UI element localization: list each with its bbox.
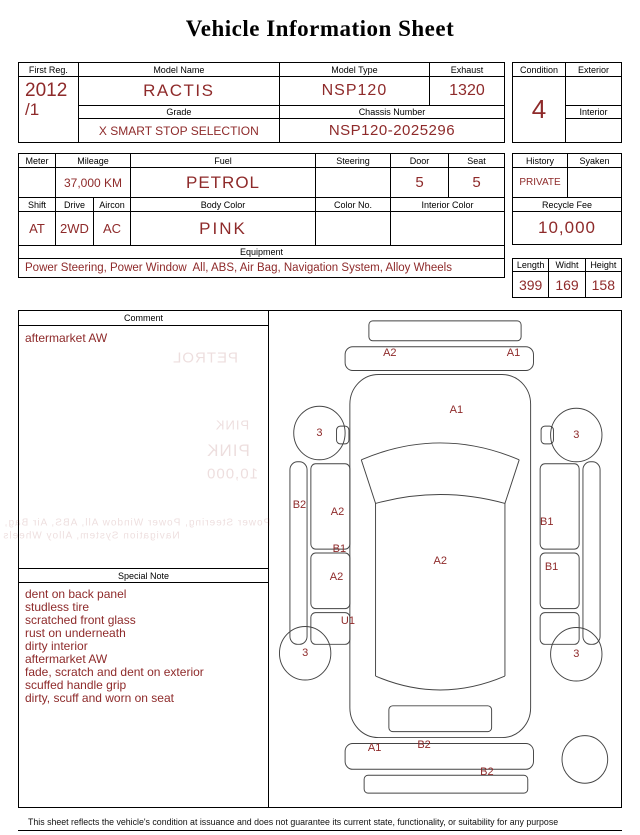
length-value: 399 xyxy=(513,272,549,297)
damage-marker-a1: A1 xyxy=(367,742,382,755)
bleed-through-text: PINK xyxy=(214,417,250,433)
page-title: Vehicle Information Sheet xyxy=(185,16,455,41)
damage-marker-a1: A1 xyxy=(449,404,464,417)
notes-column xyxy=(2,311,271,807)
first-reg-label: First Reg. xyxy=(19,63,78,77)
body-color-value: PINK xyxy=(131,212,316,245)
first-reg-value xyxy=(19,77,78,142)
damage-marker-b1: B1 xyxy=(332,543,347,556)
door-value: 5 xyxy=(391,168,449,197)
damage-marker-3: 3 xyxy=(573,429,580,441)
chassis-number-value: NSP120-2025296 xyxy=(328,122,456,139)
body-color-label: Body Color xyxy=(131,198,316,211)
comment-text: aftermarket AW xyxy=(25,331,108,345)
color-no-label: Color No. xyxy=(316,198,391,211)
damage-marker-3: 3 xyxy=(573,648,580,661)
drive-value: 2WD xyxy=(56,212,94,245)
damage-marker-a1: A1 xyxy=(506,346,521,359)
comment-body xyxy=(2,326,271,568)
exterior-value xyxy=(566,77,621,106)
height-label: Height xyxy=(590,260,617,270)
grade-value: X SMART STOP SELECTION xyxy=(98,123,259,138)
width-value: 169 xyxy=(549,272,585,297)
model-type-label: Model Type xyxy=(280,63,430,76)
fuel-label: Fuel xyxy=(131,154,316,167)
disclaimer-text: This sheet reflects the vehicle's condition at issuance and does not guarantee its current state, functionality, or suitability for any purpose xyxy=(18,817,622,831)
model-name-label: Model Name xyxy=(79,63,279,77)
damage-marker-b2: B2 xyxy=(480,766,494,779)
color-no-value xyxy=(316,212,391,245)
equipment-label: Equipment xyxy=(19,246,504,259)
special-note-item: dirty interior xyxy=(25,639,88,653)
exhaust-value: 1320 xyxy=(449,82,485,99)
steering-value xyxy=(316,168,391,197)
special-note-item: scratched front glass xyxy=(25,613,136,627)
comment-header: Comment xyxy=(19,311,268,326)
shift-value: AT xyxy=(19,212,56,245)
special-note-item: aftermarket AW xyxy=(25,652,108,666)
aircon-value: AC xyxy=(94,212,131,245)
syaken-value xyxy=(568,168,621,197)
condition-detail-box xyxy=(2,310,622,808)
first-reg-month: /1 xyxy=(25,99,40,119)
damage-marker-a2: A2 xyxy=(383,346,397,359)
special-note-item: studless tire xyxy=(25,600,90,614)
special-note-item: rust on underneath xyxy=(25,626,126,640)
damage-marker-b1: B1 xyxy=(544,560,559,573)
steering-label: Steering xyxy=(316,154,391,167)
history-label: History xyxy=(513,154,568,167)
model-info-table xyxy=(18,62,505,143)
damage-marker-b2: B2 xyxy=(417,739,431,752)
exhaust-label: Exhaust xyxy=(450,64,484,75)
special-note-item: scuffed handle grip xyxy=(25,678,127,692)
meter-label: Meter xyxy=(19,154,56,167)
chassis-number-label: Chassis Number xyxy=(280,106,504,119)
seat-value: 5 xyxy=(472,174,481,191)
bleed-through-text: PINK xyxy=(206,441,250,460)
mileage-label: Mileage xyxy=(56,154,131,167)
equipment-value: Power Steering, Power Window All, ABS, Air Bag, Navigation System, Alloy Wheels xyxy=(25,262,452,274)
grade-label: Grade xyxy=(79,106,279,119)
damage-marker-b2: B2 xyxy=(292,499,307,512)
special-note-item: fade, scratch and dent on exterior xyxy=(25,665,204,679)
interior-label: Interior xyxy=(566,106,621,119)
special-note-list xyxy=(19,583,268,807)
model-name-value: RACTIS xyxy=(79,77,279,106)
mileage-value: 37,000 KM xyxy=(56,168,131,197)
meter-value xyxy=(19,168,56,197)
damage-marker-a2: A2 xyxy=(433,554,447,567)
length-label: Length xyxy=(513,259,549,271)
bleed-through-text: Power Steering, Power Window All, ABS, Air Bag, xyxy=(3,517,271,529)
bleed-through-text: Navigation System, Alloy Wheels xyxy=(2,530,180,542)
door-label: Door xyxy=(391,154,449,167)
condition-table xyxy=(512,62,622,143)
height-value: 158 xyxy=(591,276,615,293)
condition-label: Condition xyxy=(513,63,565,77)
syaken-label: Syaken xyxy=(579,155,610,166)
damage-marker-b1: B1 xyxy=(540,516,554,529)
damage-marker-a2: A2 xyxy=(330,506,345,519)
first-reg-year: 2012 xyxy=(25,80,68,101)
drive-label: Drive xyxy=(56,198,94,211)
damage-marker-3: 3 xyxy=(316,427,323,440)
damage-marker-3: 3 xyxy=(302,647,309,660)
damage-marker-layer xyxy=(269,311,621,807)
fuel-value: PETROL xyxy=(131,168,316,197)
aircon-label: Aircon xyxy=(94,198,131,211)
bleed-through-text: 10,000 xyxy=(206,465,258,483)
recycle-fee-label: Recycle Fee xyxy=(513,198,621,212)
special-note-item: dirty, scuff and worn on seat xyxy=(25,691,174,705)
model-type-value: NSP120 xyxy=(280,77,430,105)
condition-grade-value: 4 xyxy=(531,94,547,124)
width-label: Widht xyxy=(549,259,585,271)
history-table xyxy=(512,153,622,245)
interior-color-label: Interior Color xyxy=(421,199,474,210)
interior-value xyxy=(566,119,621,142)
dimensions-table xyxy=(512,258,622,298)
seat-label: Seat xyxy=(467,155,486,166)
exterior-label: Exterior xyxy=(566,63,621,77)
damage-marker-u1: U1 xyxy=(340,614,355,627)
history-value: PRIVATE xyxy=(513,168,568,197)
damage-diagram xyxy=(269,311,621,807)
damage-marker-a2: A2 xyxy=(329,570,344,583)
bleed-through-text: PETROL xyxy=(171,349,239,367)
interior-color-value xyxy=(391,212,504,245)
shift-label: Shift xyxy=(19,198,56,211)
special-note-item: dent on back panel xyxy=(25,587,127,601)
recycle-fee-value: 10,000 xyxy=(538,218,596,237)
spec-table xyxy=(18,153,505,278)
special-note-header: Special Note xyxy=(19,568,268,583)
